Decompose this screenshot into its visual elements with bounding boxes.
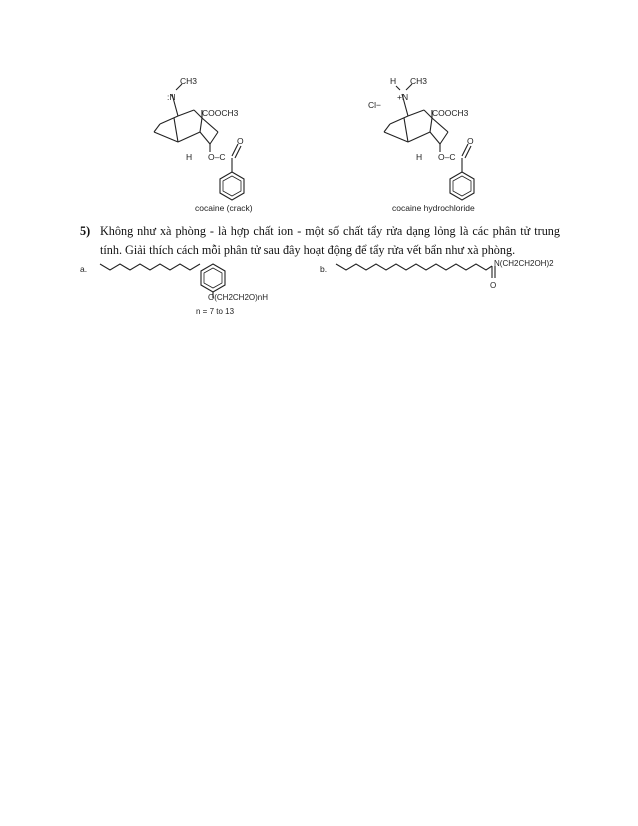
detergent-a-letter: a. (80, 264, 88, 274)
cocaine-n-label: :N (167, 92, 176, 102)
hcl-ester-label: COOCH3 (432, 108, 469, 118)
hcl-oc-label: O–C (438, 152, 456, 162)
cocaine-structure (140, 72, 280, 214)
cocaine-ch3-label: CH3 (180, 76, 198, 86)
detergent-b-group: N(CH2CH2OH)2 (494, 259, 554, 268)
cocaine-oc-label: O–C (208, 152, 226, 162)
hcl-carbonyl-o-label: O (467, 136, 474, 146)
hcl-ch3-label: CH3 (410, 76, 428, 86)
question-number: 5) (80, 224, 91, 238)
cocaine-hydrochloride-structure (362, 72, 522, 214)
detergent-b-structure (318, 256, 563, 296)
detergent-a-structure (78, 256, 318, 322)
cocaine-carbonyl-o-label: O (237, 136, 244, 146)
hcl-h-label: H (416, 152, 423, 162)
cocaine-caption: cocaine (crack) (195, 203, 253, 213)
hcl-caption: cocaine hydrochloride (392, 203, 475, 213)
hcl-cl-label: Cl− (368, 100, 381, 110)
detergent-a-group: O(CH2CH2O)nH (208, 293, 269, 302)
cocaine-h-label: H (186, 152, 193, 162)
detergent-b-carbonyl-o: O (490, 281, 497, 290)
hcl-h-n-label: H (390, 76, 397, 86)
detergent-b-letter: b. (320, 264, 328, 274)
question-text: Không như xà phòng - là hợp chất ion - một số chất tẩy rửa dạng lỏng là các phân tử trung tính. Giải thích cách mỗi phân tử sau đây hoạt động để tẩy rửa vết bẩn như xà phòng. (100, 224, 560, 257)
cocaine-ester-label: COOCH3 (202, 108, 239, 118)
detergent-a-n-range: n = 7 to 13 (196, 307, 235, 316)
question-5 (80, 222, 560, 260)
hcl-n-label: +N (397, 92, 409, 102)
